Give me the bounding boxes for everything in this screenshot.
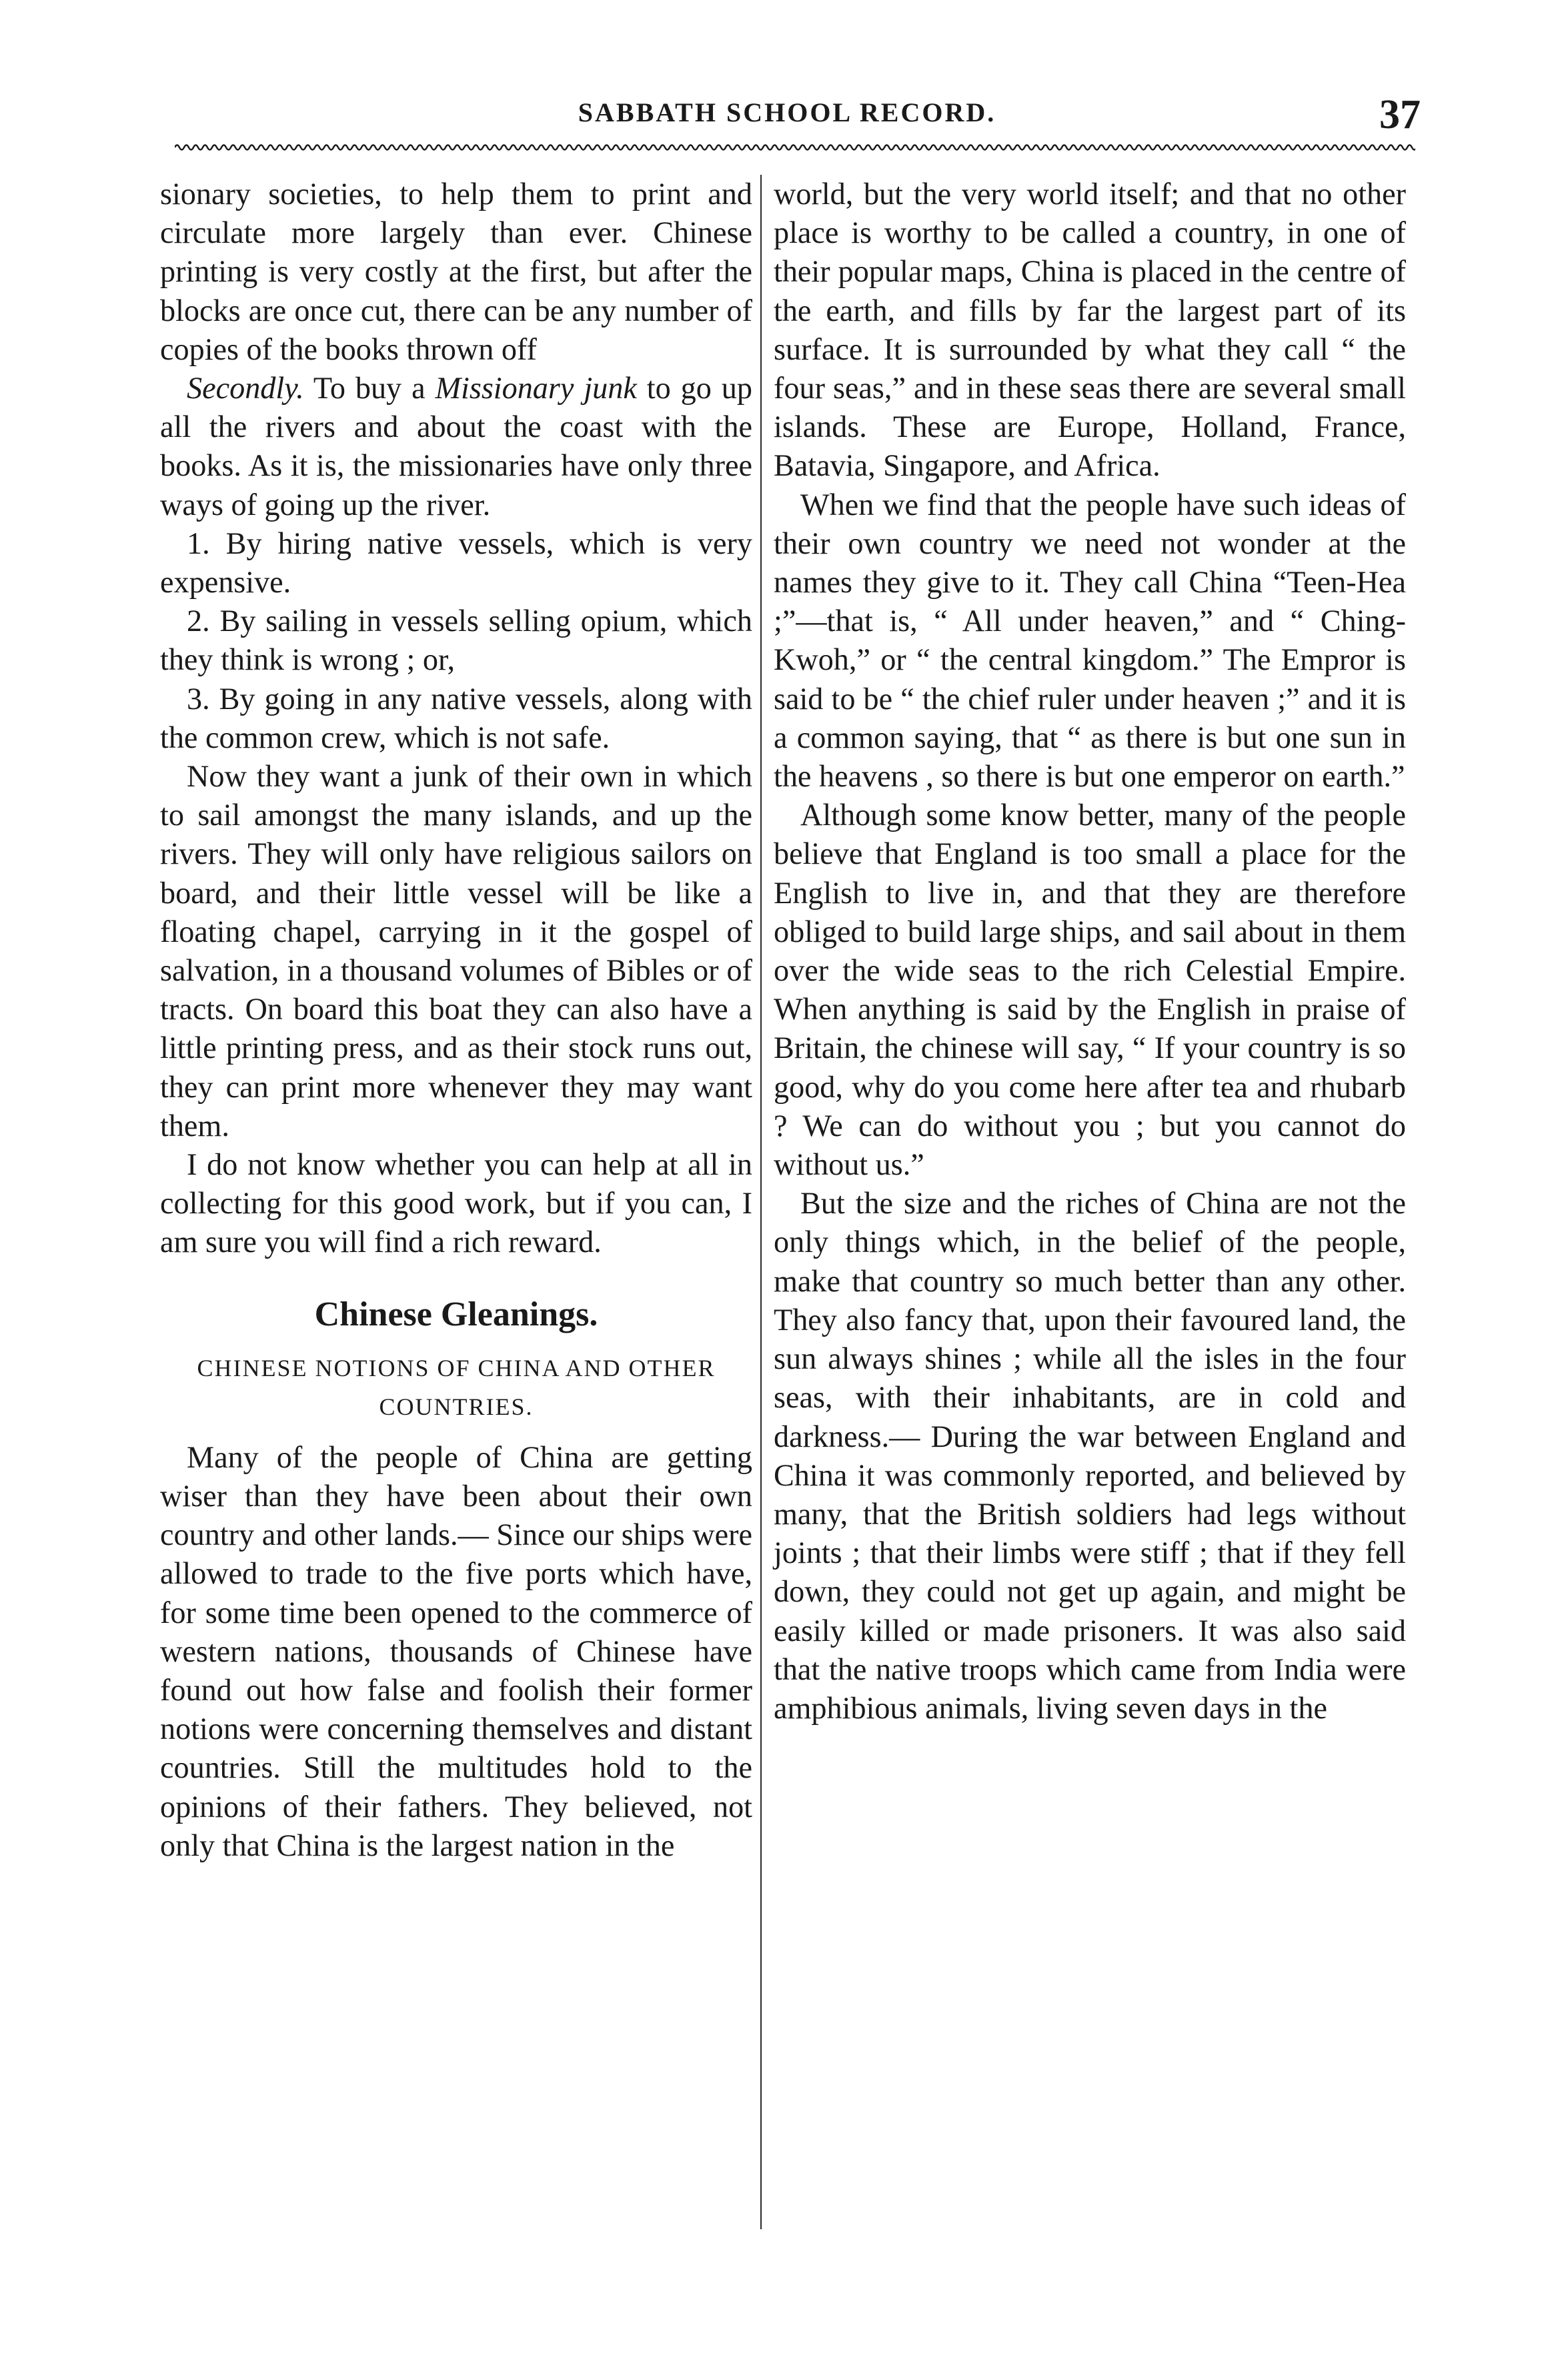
paragraph-text: to go up all the rivers and about the coast with the books. As it is, the missionaries have only three ways of going up the river. <box>160 371 752 522</box>
page-number: 37 <box>1379 92 1421 137</box>
paragraph: Many of the people of China are getting wiser than they have been about their own country and other lands.— Since our ships were allowed to trade to the five ports which have, for some time been opened to the commerce of western nations, thousands of Chinese have found out how false and foolish their former notions were concerning themselves and distant countries. Still the multitudes hold to the opinions of their fathers. They believed, not only that China is the largest nation in the <box>160 1439 752 1862</box>
column-divider <box>760 175 762 2229</box>
running-head <box>167 92 1421 143</box>
emphasis-missionary-junk: Missionary junk <box>435 371 637 406</box>
paragraph-text: To buy a <box>303 371 436 406</box>
list-item-3: 3. By going in any native vessels, along with the common crew, which is not safe. <box>160 681 752 754</box>
running-title: SABBATH SCHOOL RECORD. <box>578 97 996 127</box>
paragraph: Now they want a junk of their own in which to sail amongst the many islands, and up the rivers. They will only have religious sailors on board, and their little vessel will be like a floating chapel, carrying in it the gospel of salvation, in a thousand volumes of Bibles or of tracts. On board this boat they can also have a little printing press, and as their stock runs out, they can print more whenever they may want them. <box>160 759 752 1143</box>
paragraph: world, but the very world itself; and that no other place is worthy to be called a country, in one of their popular maps, China is placed in the centre of the earth, and fills by far the largest part of its surface. It is surrounded by what they call “ the four seas,” and in these seas there are several small islands. These are Europe, Holland, France, Batavia, Singapore, and Africa. <box>774 177 1406 483</box>
emphasis-secondly: Secondly. <box>187 371 304 406</box>
section-title: Chinese Gleanings. <box>314 1295 598 1333</box>
wavy-rule-divider <box>175 141 1415 153</box>
right-column <box>774 175 1406 1728</box>
paragraph: I do not know whether you can help at all in collecting for this good work, but if you can, I am sure you will find a rich reward. <box>160 1147 752 1259</box>
list-item-1: 1. By hiring native vessels, which is very expensive. <box>160 526 752 600</box>
paragraph-secondly <box>160 369 752 524</box>
paragraph: When we find that the people have such ideas of their own country we need not wonder at the names they give to it. They call China “Teen-Hea ;”—that is, “ All under heaven,” and “ Ching-Kwoh,” or “ the central kingdom.” The Empror is said to be “ the chief ruler under heaven ;” and it is a common saying, that “ as there is but one sun in the heavens , so there is but one emperor on earth.” <box>774 487 1406 794</box>
section-subtitle: CHINESE NOTIONS OF CHINA AND OTHER COUNTRIES. <box>197 1354 716 1420</box>
list-item-2: 2. By sailing in vessels selling opium, which they think is wrong ; or, <box>160 604 752 677</box>
left-column <box>160 175 752 1865</box>
paragraph: But the size and the riches of China are not the only things which, in the belief of the people, make that country so much better than any other. They also fancy that, upon their favoured land, the sun always shines ; while all the isles in the four seas, with their inhabitants, are in cold and darkness.— During the war between England and China it was commonly reported, and believed by many, that the British soldiers had legs without joints ; that their limbs were stiff ; that if they fell down, they could not get up again, and might be easily killed or made prisoners. It was also said that the native troops which came from India were amphibious animals, living seven days in the <box>774 1186 1406 1725</box>
paragraph: Although some know better, many of the people believe that England is too small a place for the English to live in, and that they are therefore obliged to build large ships, and sail about in them over the wide seas to the rich Celestial Empire. When anything is said by the English in praise of Britain, the chinese will say, “ If your country is so good, why do you come here after tea and rhubarb ? We can do without you ; but you cannot do without us.” <box>774 798 1406 1182</box>
paragraph: sionary societies, to help them to print and circulate more largely than ever. Chinese printing is very costly at the first, but after the blocks are once cut, there can be any number of copies of the books thrown off <box>160 177 752 366</box>
